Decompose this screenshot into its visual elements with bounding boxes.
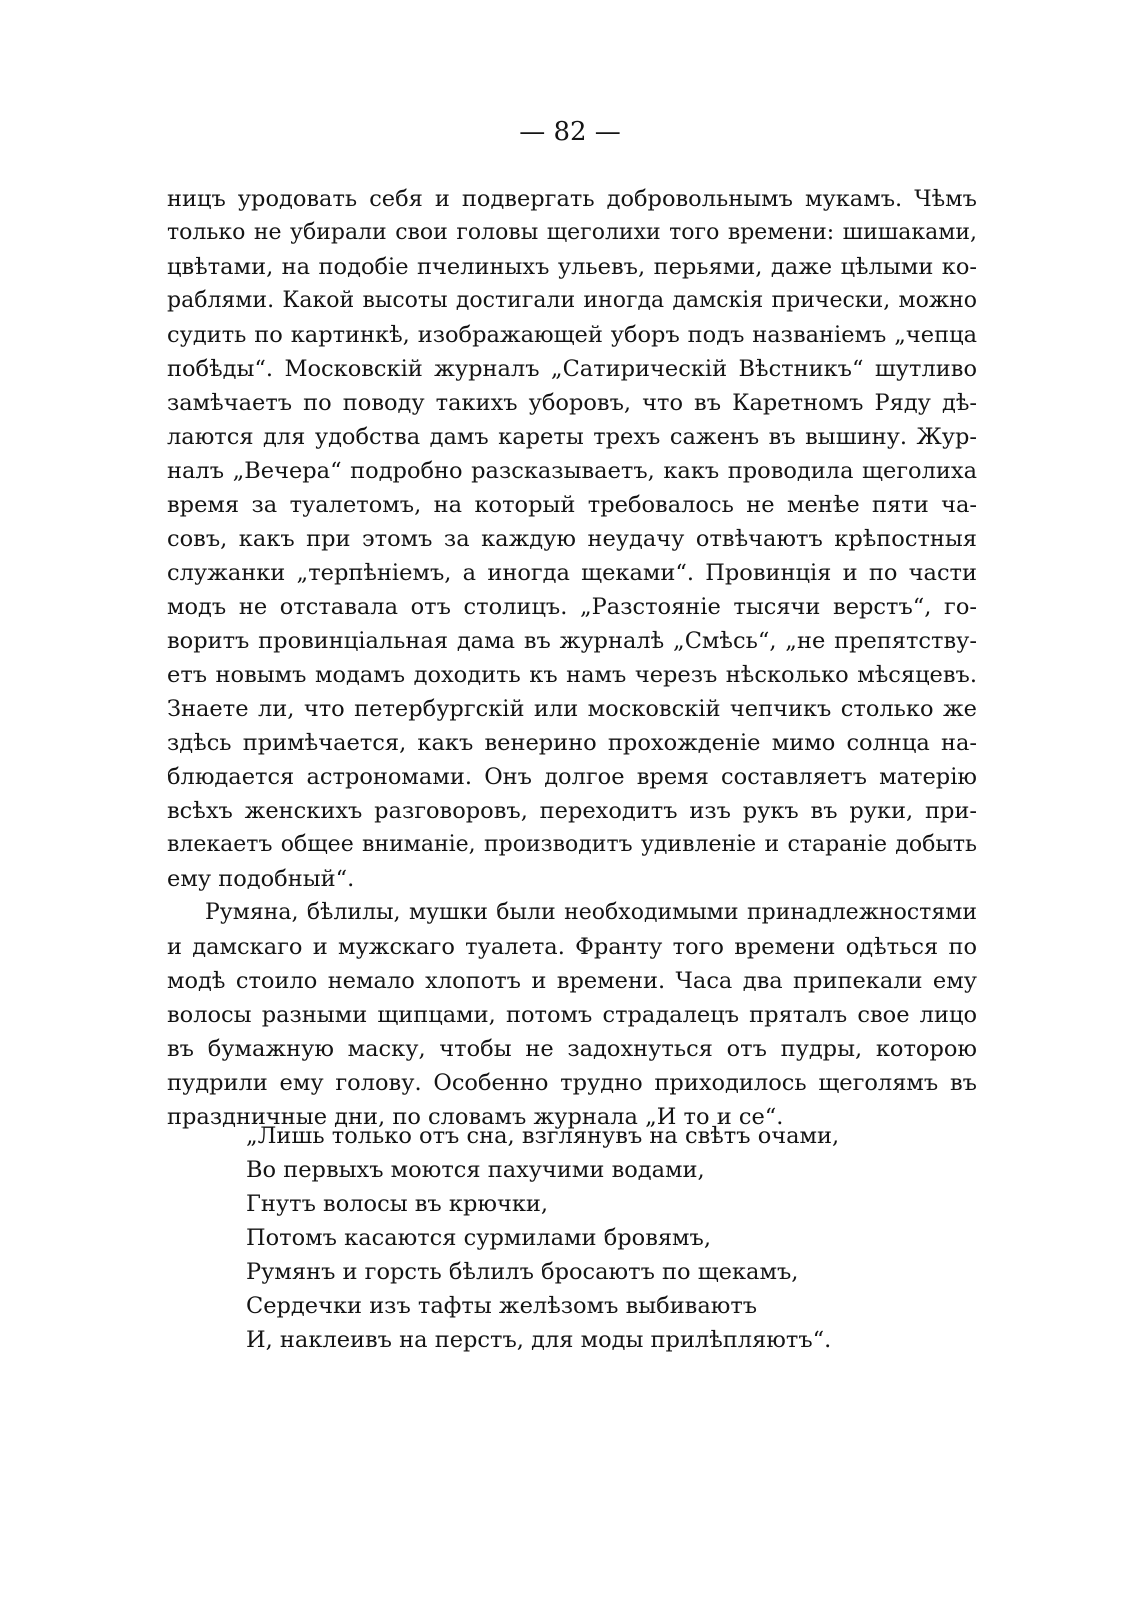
text-line: здѣсь примѣчается, какъ венерино прохожденіе мимо солнца на- bbox=[167, 730, 977, 756]
text-line: воритъ провинціальная дама въ журналѣ „Смѣсь“, „не препятству- bbox=[167, 628, 977, 654]
text-line: блюдается астрономами. Онъ долгое время составляетъ матерію bbox=[167, 764, 977, 790]
text-line: Знаете ли, что петербургскій или московскій чепчикъ столько же bbox=[167, 696, 977, 722]
text-line: модъ не отставала отъ столицъ. „Разстояніе тысячи верстъ“, го- bbox=[167, 594, 977, 620]
text-line: побѣды“. Московскій журналъ „Сатирическій Вѣстникъ“ шутливо bbox=[167, 356, 977, 382]
text-line: въ бумажную маску, чтобы не задохнуться отъ пудры, которою bbox=[167, 1036, 977, 1062]
text-line: время за туалетомъ, на который требовалось не менѣе пяти ча- bbox=[167, 492, 977, 518]
text-line: праздничные дни, по словамъ журнала „И то и се“. bbox=[167, 1104, 784, 1130]
poem-line: И, наклеивъ на перстъ, для моды прилѣпляютъ“. bbox=[246, 1327, 832, 1353]
poem-line: Румянъ и горсть бѣлилъ бросаютъ по щекамъ, bbox=[246, 1259, 799, 1285]
body-text bbox=[167, 182, 977, 1134]
text-line: совъ, какъ при этомъ за каждую неудачу отвѣчаютъ крѣпостныя bbox=[167, 526, 977, 552]
poem-quote bbox=[246, 1119, 946, 1357]
text-line: только не убирали свои головы щеголихи того времени: шишаками, bbox=[167, 220, 977, 245]
text-line: модѣ стоило немало хлопотъ и времени. Часа два припекали ему bbox=[167, 968, 977, 994]
text-line: раблями. Какой высоты достигали иногда дамскія прически, можно bbox=[167, 288, 977, 313]
poem-line: „Лишь только отъ сна, взглянувъ на свѣтъ очами, bbox=[246, 1123, 840, 1149]
text-line: служанки „терпѣніемъ, а иногда щеками“. Провинція и по части bbox=[167, 560, 977, 586]
text-line: волосы разными щипцами, потомъ страдалецъ пряталъ свое лицо bbox=[167, 1002, 977, 1028]
text-line: всѣхъ женскихъ разговоровъ, переходитъ изъ рукъ въ руки, при- bbox=[167, 798, 977, 824]
poem-line: Во первыхъ моются пахучими водами, bbox=[246, 1157, 705, 1183]
text-line: и дамскаго и мужскаго туалета. Франту того времени одѣться по bbox=[167, 934, 977, 960]
text-line: Румяна, бѣлилы, мушки были необходимыми принадлежностями bbox=[205, 900, 977, 925]
text-line: ему подобный“. bbox=[167, 866, 355, 892]
poem-line: Потомъ касаются сурмилами бровямъ, bbox=[246, 1225, 712, 1251]
poem-line: Сердечки изъ тафты желѣзомъ выбиваютъ bbox=[246, 1293, 758, 1319]
text-line: ницъ уродовать себя и подвергать добровольнымъ мукамъ. Чѣмъ bbox=[167, 186, 977, 212]
text-line: лаются для удобства дамъ кареты трехъ саженъ въ вышину. Жур- bbox=[167, 424, 977, 450]
text-line: влекаетъ общее вниманіе, производитъ удивленіе и стараніе добыть bbox=[167, 832, 977, 857]
poem-line: Гнутъ волосы въ крючки, bbox=[246, 1191, 549, 1217]
page-number: — 82 — bbox=[519, 117, 621, 147]
text-line: судить по картинкѣ, изображающей уборъ подъ названіемъ „чепца bbox=[167, 322, 977, 348]
text-line: цвѣтами, на подобіе пчелиныхъ ульевъ, перьями, даже цѣлыми ко- bbox=[167, 254, 977, 280]
text-line: замѣчаетъ по поводу такихъ уборовъ, что въ Каретномъ Ряду дѣ- bbox=[167, 390, 977, 416]
text-line: етъ новымъ модамъ доходить къ намъ черезъ нѣсколько мѣсяцевъ. bbox=[167, 662, 977, 688]
text-line: пудрили ему голову. Особенно трудно приходилось щеголямъ въ bbox=[167, 1070, 977, 1096]
paragraph-2 bbox=[167, 896, 977, 1134]
paragraph-1 bbox=[167, 182, 977, 896]
text-line: налъ „Вечера“ подробно разсказываетъ, какъ проводила щеголиха bbox=[167, 458, 977, 484]
